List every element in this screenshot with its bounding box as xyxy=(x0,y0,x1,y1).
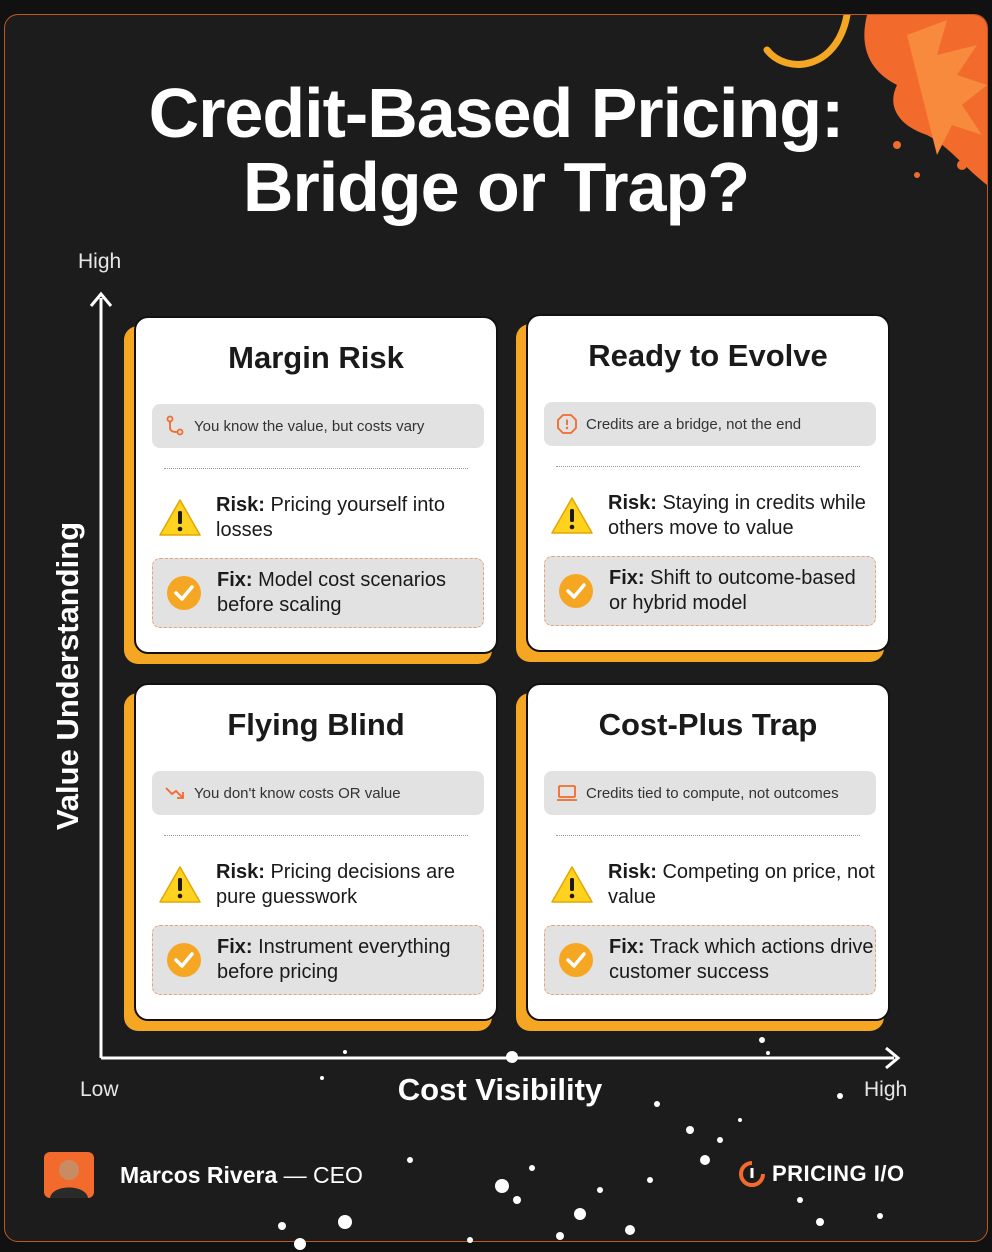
warning-icon xyxy=(550,496,594,536)
fix-description: Shift to outcome-based or hybrid model xyxy=(609,567,856,614)
paint-dots-decoration xyxy=(278,1037,883,1250)
quadrant-card xyxy=(526,683,890,1021)
brand-name: PRICING I/O xyxy=(772,1161,905,1186)
quadrant-card xyxy=(134,316,498,654)
risk-label: Risk: xyxy=(216,494,265,516)
risk-row xyxy=(550,484,880,548)
quadrant-card xyxy=(134,683,498,1021)
quadrant-margin-risk xyxy=(134,316,502,660)
quadrant-summary: You don't know costs OR value xyxy=(194,784,401,802)
quadrant-title: Cost-Plus Trap xyxy=(598,707,818,742)
avatar xyxy=(44,1152,94,1198)
risk-description: Pricing decisions are pure guesswork xyxy=(216,861,455,908)
fix-label: Fix: xyxy=(217,936,253,958)
quadrant-card xyxy=(526,314,890,652)
quadrant-summary-pill xyxy=(544,771,876,815)
risk-row xyxy=(158,853,488,917)
quadrant-summary-pill xyxy=(152,404,484,448)
divider xyxy=(164,468,468,469)
warning-icon xyxy=(158,498,202,538)
risk-text xyxy=(608,491,880,541)
risk-description: Competing on price, not value xyxy=(608,861,875,908)
x-axis-high-label: High xyxy=(864,1078,908,1101)
fix-row xyxy=(152,925,484,995)
risk-row xyxy=(158,486,488,550)
fix-label: Fix: xyxy=(217,569,253,591)
fix-text xyxy=(217,935,483,985)
alert-octagon-icon xyxy=(556,413,578,435)
x-axis-title: Cost Visibility xyxy=(397,1072,603,1107)
divider xyxy=(164,835,468,836)
risk-text xyxy=(608,860,880,910)
risk-row xyxy=(550,853,880,917)
risk-label: Risk: xyxy=(608,492,657,514)
trend-down-icon xyxy=(164,782,186,804)
fix-description: Model cost scenarios before scaling xyxy=(217,569,446,616)
y-axis-high-label: High xyxy=(78,250,122,273)
quadrant-summary: Credits are a bridge, not the end xyxy=(586,415,802,433)
warning-icon xyxy=(158,865,202,905)
author-role: — CEO xyxy=(283,1162,363,1188)
quadrant-summary: You know the value, but costs vary xyxy=(194,417,425,435)
quadrant-cost-plus-trap xyxy=(526,683,894,1027)
fix-row xyxy=(152,558,484,628)
fix-label: Fix: xyxy=(609,567,645,589)
quadrant-flying-blind xyxy=(134,683,502,1027)
check-circle-icon xyxy=(557,572,595,610)
quadrant-summary: Credits tied to compute, not outcomes xyxy=(586,784,839,802)
quadrant-summary-pill xyxy=(152,771,484,815)
pricing-io-logo-icon xyxy=(738,1160,766,1188)
check-circle-icon xyxy=(557,941,595,979)
title-line-2: Bridge or Trap? xyxy=(242,148,750,226)
fix-description: Track which actions drive customer success xyxy=(609,936,874,983)
author-line xyxy=(120,1162,363,1189)
quadrant-title: Ready to Evolve xyxy=(588,338,828,373)
fix-text xyxy=(609,566,875,616)
quadrant-ready-to-evolve xyxy=(526,314,894,658)
fix-text xyxy=(217,568,483,618)
risk-text xyxy=(216,860,488,910)
brand-logo xyxy=(738,1160,905,1188)
risk-description: Staying in credits while others move to value xyxy=(608,492,866,539)
warning-icon xyxy=(550,865,594,905)
fix-description: Instrument everything before pricing xyxy=(217,936,451,983)
fix-row xyxy=(544,556,876,626)
y-axis-title: Value Understanding xyxy=(50,521,85,831)
risk-label: Risk: xyxy=(608,861,657,883)
title-line-1: Credit-Based Pricing: xyxy=(148,74,844,152)
laptop-icon xyxy=(556,782,578,804)
quadrant-title: Flying Blind xyxy=(227,707,405,742)
fix-row xyxy=(544,925,876,995)
quadrant-title: Margin Risk xyxy=(228,340,404,375)
author-name: Marcos Rivera xyxy=(120,1162,278,1188)
check-circle-icon xyxy=(165,574,203,612)
risk-description: Pricing yourself into losses xyxy=(216,494,445,541)
divider xyxy=(556,835,860,836)
fix-label: Fix: xyxy=(609,936,645,958)
fix-text xyxy=(609,935,875,985)
branch-icon xyxy=(164,415,186,437)
risk-text xyxy=(216,493,488,543)
check-circle-icon xyxy=(165,941,203,979)
quadrant-summary-pill xyxy=(544,402,876,446)
x-axis-low-label: Low xyxy=(80,1078,119,1101)
x-axis-midpoint xyxy=(506,1051,518,1063)
risk-label: Risk: xyxy=(216,861,265,883)
divider xyxy=(556,466,860,467)
